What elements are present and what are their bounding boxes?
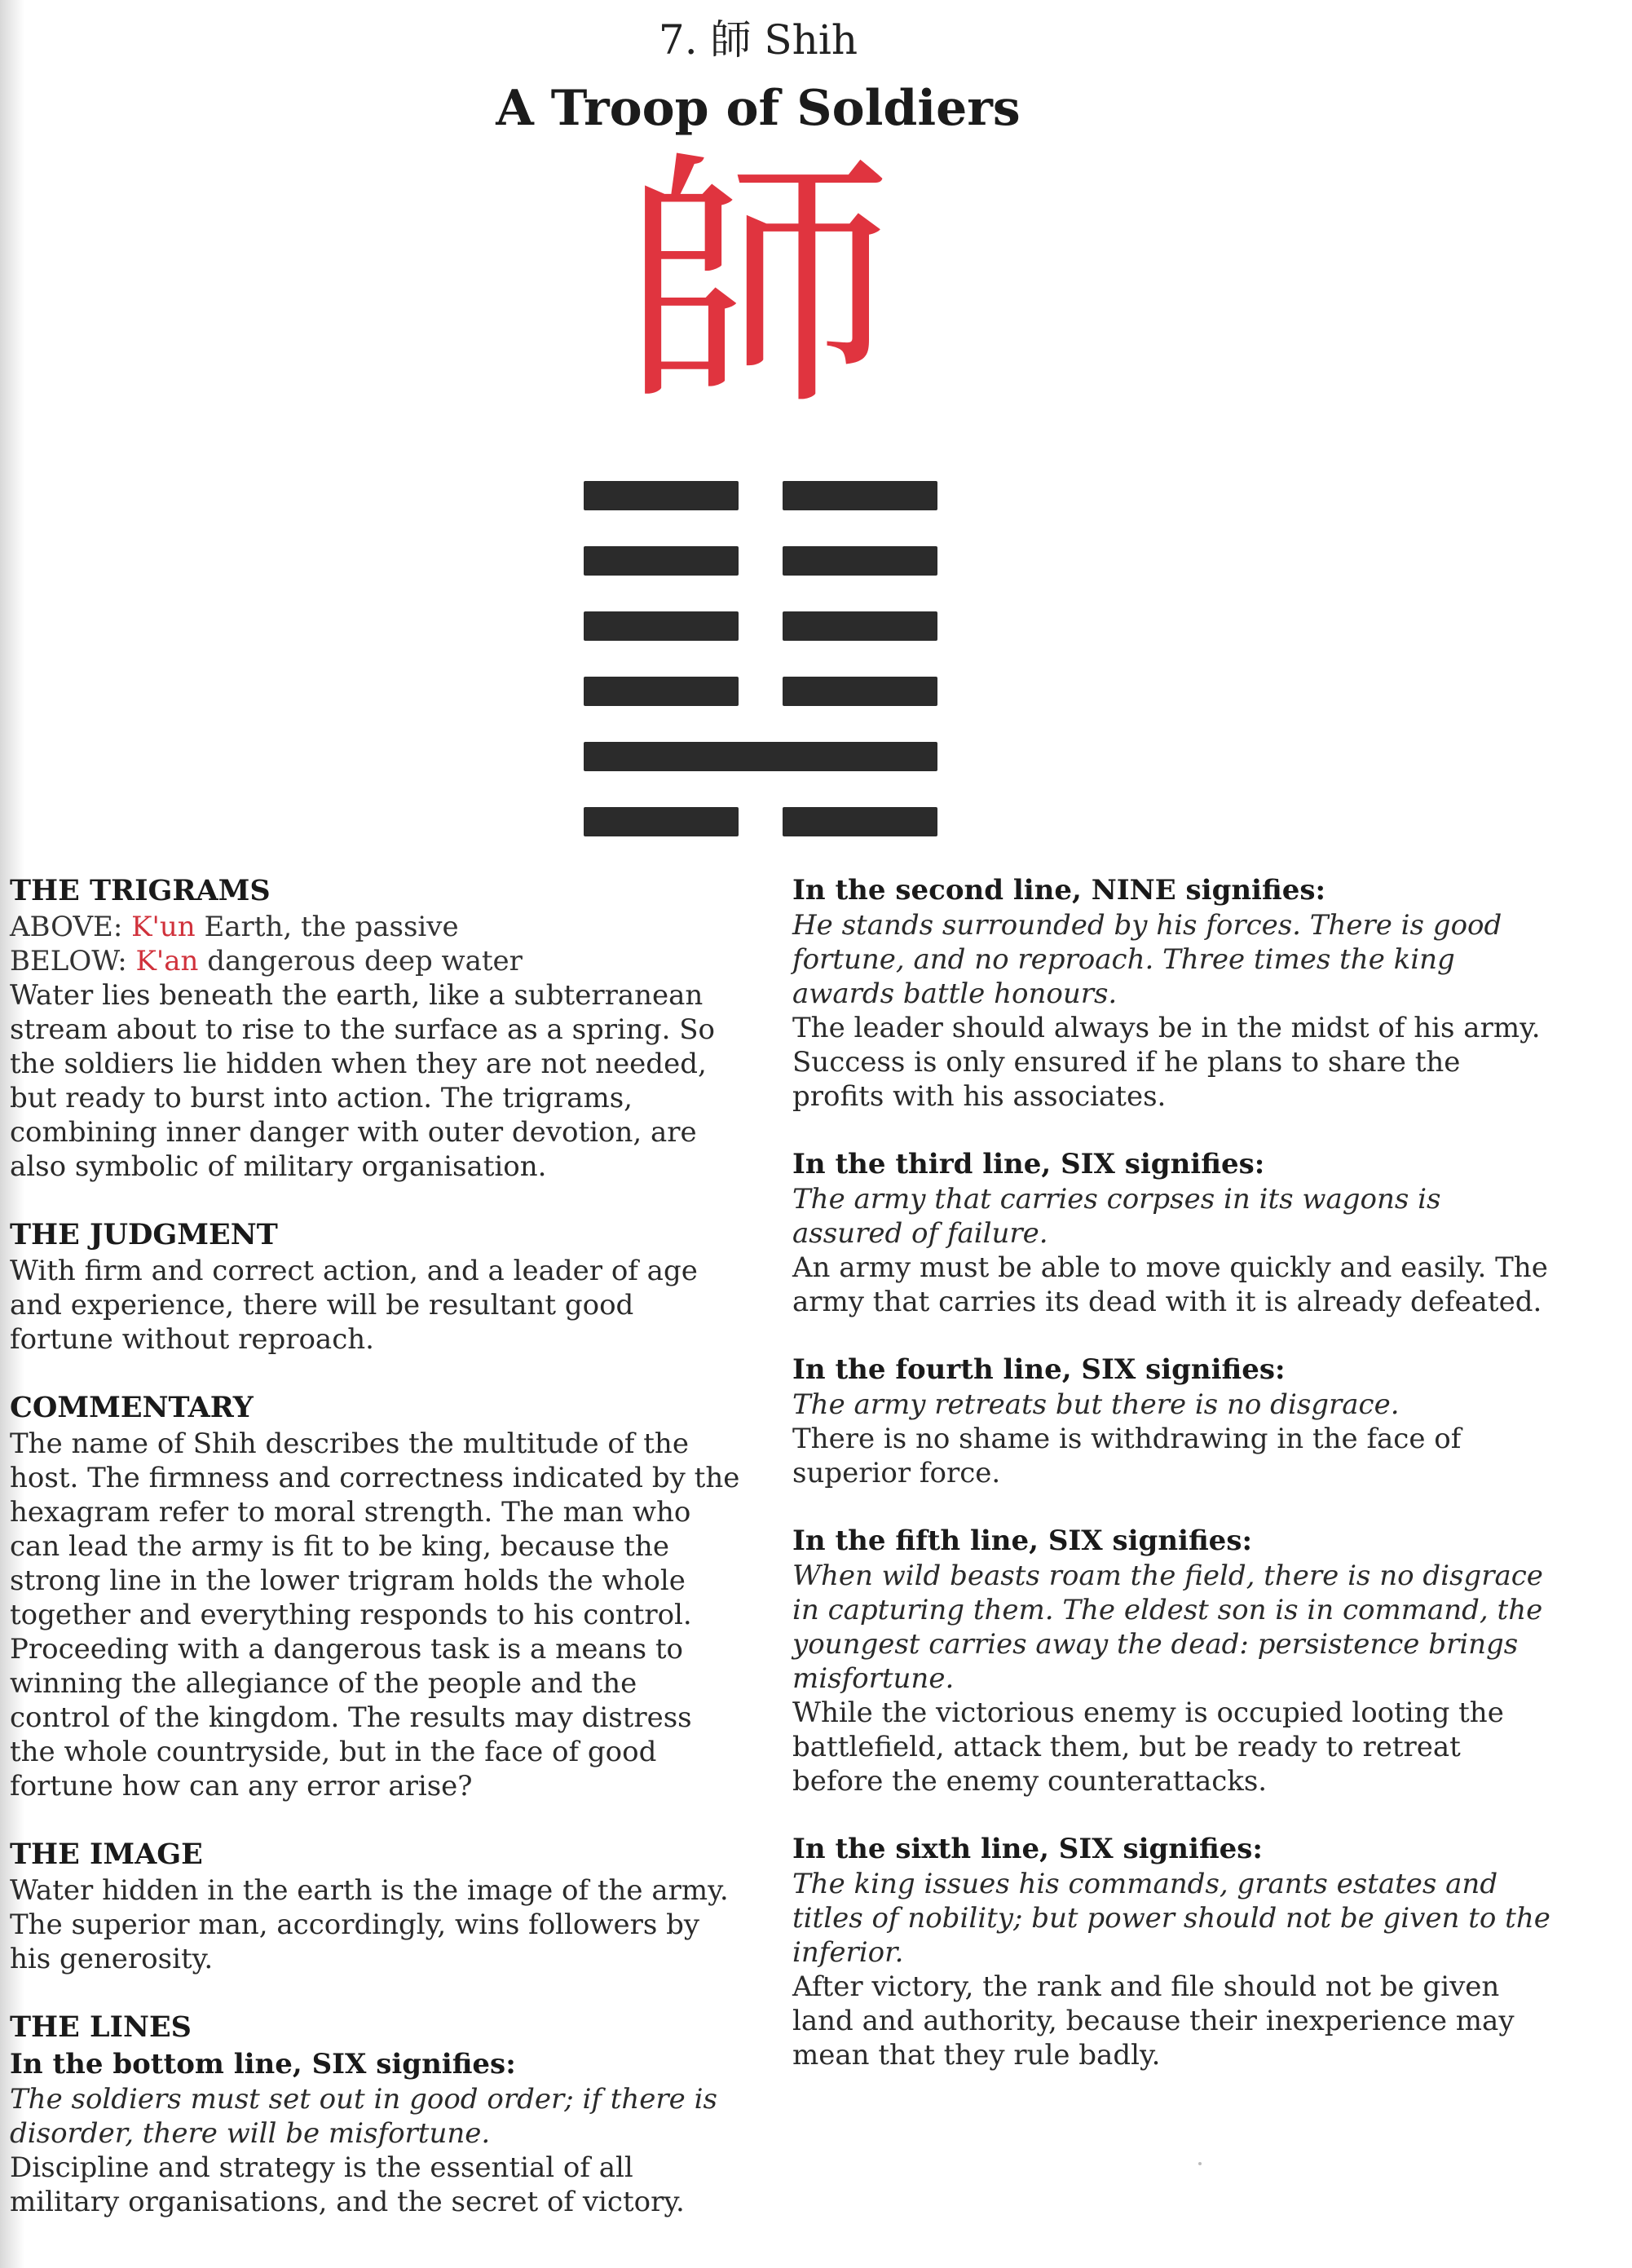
- line-title: In the fifth line, SIX signifies:: [792, 1525, 1253, 1557]
- hexagram-broken-line: [584, 611, 942, 641]
- image-text: Water hidden in the earth is the image of the army. The superior man, accordingly, wins followers by his generosity.: [10, 1874, 729, 1975]
- trigram-below-desc: dangerous deep water: [207, 945, 523, 977]
- trigrams-heading: THE TRIGRAMS: [10, 874, 271, 907]
- line-oracle: The king issues his commands, grants estates and titles of nobility; but power should not be given to the inferior.: [792, 1868, 1550, 1969]
- line-text: After victory, the rank and file should not be given land and authority, because their inexperience may mean that they rule badly.: [792, 1970, 1515, 2072]
- hexagram-figure: [584, 481, 942, 872]
- trigram-above: [10, 910, 743, 944]
- hexagram-line-segment: [584, 481, 739, 510]
- line-entry-second: [792, 872, 1559, 1114]
- hexagram-broken-line: [584, 481, 942, 510]
- line-title: In the bottom line, SIX signifies:: [10, 2048, 516, 2080]
- hexagram-line-segment: [584, 546, 739, 576]
- commentary-section: [10, 1389, 743, 1803]
- line-entry-fifth: [792, 1523, 1559, 1798]
- line-entry-sixth: [792, 1831, 1559, 2072]
- trigrams-text: Water lies beneath the earth, like a subterranean stream about to rise to the surface as a spring. So the soldiers lie hidden when they are not needed, but ready to burst into action. The trigrams, combining inner danger with outer devotion, are also symbolic of military organisation.: [10, 979, 715, 1183]
- line-text: Discipline and strategy is the essential of all military organisations, and the secret of victory.: [10, 2151, 685, 2218]
- trigram-above-desc: Earth, the passive: [204, 911, 459, 943]
- hexagram-line-segment: [783, 481, 937, 510]
- line-title: In the second line, NINE signifies:: [792, 874, 1326, 907]
- image-heading: THE IMAGE: [10, 1838, 203, 1871]
- lines-heading: THE LINES: [10, 2010, 192, 2044]
- line-oracle: The soldiers must set out in good order; if there is disorder, there will be misfortune.: [10, 2083, 717, 2150]
- hexagram-line-segment: [783, 611, 937, 641]
- hexagram-line-segment: [783, 807, 937, 836]
- hexagram-line-segment: [584, 807, 739, 836]
- image-section: [10, 1836, 743, 1976]
- line-oracle: The army retreats but there is no disgrace.: [792, 1388, 1400, 1421]
- hexagram-broken-line: [584, 807, 942, 836]
- judgment-section: [10, 1216, 743, 1357]
- trigram-above-label: ABOVE:: [10, 911, 123, 943]
- trigram-below-label: BELOW:: [10, 945, 127, 977]
- trigram-above-name: K'un: [131, 911, 196, 943]
- judgment-heading: THE JUDGMENT: [10, 1218, 278, 1251]
- judgment-text: With firm and correct action, and a leader of age and experience, there will be resultant good fortune without reproach.: [10, 1255, 698, 1356]
- line-text: The leader should always be in the midst of his army. Success is only ensured if he plans to share the profits with his associates.: [792, 1012, 1541, 1113]
- line-entry-fourth: [792, 1352, 1559, 1490]
- line-oracle: The army that carries corpses in its wagons is assured of failure.: [792, 1183, 1441, 1250]
- chapter-number: 7. 師 Shih: [658, 16, 858, 64]
- left-column: [10, 872, 743, 2252]
- line-title: In the fourth line, SIX signifies:: [792, 1353, 1286, 1386]
- hexagram-line-segment: [584, 742, 937, 771]
- line-oracle: He stands surrounded by his forces. There is good fortune, and no reproach. Three times the king awards battle honours.: [792, 909, 1502, 1010]
- trigrams-section: [10, 872, 743, 1184]
- hexagram-line-segment: [783, 677, 937, 706]
- trigram-below-name: K'an: [135, 945, 199, 977]
- hexagram-line-segment: [783, 546, 937, 576]
- lines-section: [10, 2009, 743, 2219]
- page-title: A Troop of Soldiers: [496, 80, 1021, 137]
- trigram-below: [10, 944, 743, 978]
- line-entry-bottom: [10, 2046, 743, 2219]
- hexagram-broken-line: [584, 677, 942, 706]
- paper-speck: [1198, 2162, 1202, 2165]
- right-column: [792, 872, 1559, 2105]
- hexagram-line-segment: [584, 677, 739, 706]
- line-text: There is no shame is withdrawing in the face of superior force.: [792, 1423, 1462, 1489]
- line-text: While the victorious enemy is occupied looting the battlefield, attack them, but be ready to retreat before the enemy counterattacks.: [792, 1697, 1504, 1798]
- hexagram-broken-line: [584, 546, 942, 576]
- line-entry-third: [792, 1146, 1559, 1319]
- hexagram-line-segment: [584, 611, 739, 641]
- shih-character-glyph: 師: [624, 129, 893, 442]
- line-text: An army must be able to move quickly and easily. The army that carries its dead with it is already defeated.: [792, 1251, 1548, 1318]
- line-title: In the third line, SIX signifies:: [792, 1148, 1265, 1180]
- commentary-text: The name of Shih describes the multitude of the host. The firmness and correctness indicated by the hexagram refer to moral strength. The man who can lead the army is fit to be king, because the strong line in the lower trigram holds the whole together and everything responds to his control. Proceeding with a dangerous task is a means to winning the allegiance of the people and the control of the kingdom. The results may distress the whole countryside, but in the face of good fortune how can any error arise?: [10, 1427, 740, 1802]
- hexagram-solid-line: [584, 742, 942, 771]
- commentary-heading: COMMENTARY: [10, 1391, 254, 1424]
- line-title: In the sixth line, SIX signifies:: [792, 1833, 1263, 1865]
- line-oracle: When wild beasts roam the field, there is no disgrace in capturing them. The eldest son is in command, the youngest carries away the dead: persistence brings misfortune.: [792, 1560, 1543, 1695]
